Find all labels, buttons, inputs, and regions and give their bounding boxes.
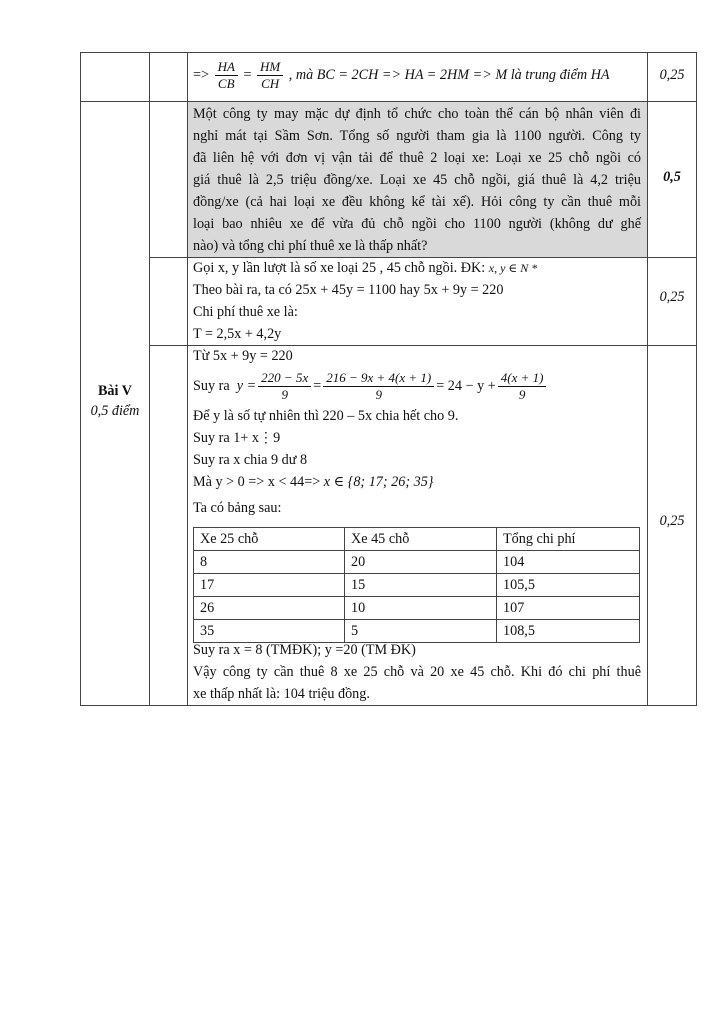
step2-line: Để y là số tự nhiên thì 220 – 5x chia hết cho 9. bbox=[193, 408, 459, 424]
problem-score: 0,5 bbox=[663, 169, 681, 185]
table-cell: 26 bbox=[194, 597, 345, 620]
step2-line: Ta có bảng sau: bbox=[193, 500, 282, 516]
step2-line: xe thấp nhất là: 104 triệu đồng. bbox=[193, 686, 370, 702]
step1-score: 0,25 bbox=[659, 289, 685, 305]
table-cell: 15 bbox=[345, 574, 497, 597]
section-title: Bài V bbox=[97, 383, 133, 399]
table-row bbox=[194, 574, 640, 597]
table-row bbox=[194, 551, 640, 574]
fraction-step1: $\frac{220 - 5x}{9}$ bbox=[258, 370, 311, 403]
step2-line: Vậy công ty cần thuê 8 xe 25 chỗ và 20 xe 45 chỗ. Khi đó chi phí thuê bbox=[193, 664, 641, 680]
implies-prefix: => bbox=[193, 66, 210, 83]
section-points: 0,5 điểm bbox=[90, 403, 140, 419]
row-divider-1 bbox=[81, 101, 696, 102]
table-cell: 8 bbox=[194, 551, 345, 574]
cost-table bbox=[193, 527, 640, 643]
col-divider-2 bbox=[187, 53, 188, 705]
problem-line: đồng/xe (cả hai loại xe đều không kể tài xế). Hỏi công ty cần thuê mỗi bbox=[193, 194, 641, 210]
step2-line: Mà y > 0 => x < 44=> x ∈ {8; 17; 26; 35} bbox=[193, 474, 434, 490]
equals-sign: = bbox=[243, 66, 252, 83]
col-divider-1 bbox=[149, 53, 150, 705]
step1-line: Theo bài ra, ta có 25x + 45y = 1100 hay 5x + 9y = 220 bbox=[193, 282, 504, 298]
fraction-step2: $\frac{216 - 9x + 4(x + 1)}{9}$ bbox=[323, 370, 434, 403]
table-header-row bbox=[194, 528, 640, 551]
col-divider-3 bbox=[647, 53, 648, 705]
table-cell: 105,5 bbox=[497, 574, 640, 597]
table-cell: 107 bbox=[497, 597, 640, 620]
table-cell: 5 bbox=[345, 620, 497, 643]
step1-line: Chi phí thuê xe là: bbox=[193, 304, 298, 320]
table-cell: 104 bbox=[497, 551, 640, 574]
table-header-cell: Xe 25 chỗ bbox=[194, 528, 345, 551]
step2-line: Suy ra x chia 9 dư 8 bbox=[193, 452, 308, 468]
table-cell: 35 bbox=[194, 620, 345, 643]
fraction-hm-ch: $\frac{HM}{CH}$ bbox=[257, 59, 283, 92]
step1-line: T = 2,5x + 4,2y bbox=[193, 326, 282, 342]
step1-line: Gọi x, y lần lượt là số xe loại 25 , 45 chỗ ngồi. ĐK: x, y ∈ N * bbox=[193, 260, 538, 276]
row1-content bbox=[193, 59, 610, 92]
step2-content bbox=[193, 345, 641, 519]
problem-line: Một công ty may mặc dự định tổ chức cho toàn thể cán bộ nhân viên đi bbox=[193, 106, 641, 122]
table-header-cell: Xe 45 chỗ bbox=[345, 528, 497, 551]
step2-score: 0,25 bbox=[659, 513, 685, 529]
table-header-cell: Tổng chi phí bbox=[497, 528, 640, 551]
table-cell: 20 bbox=[345, 551, 497, 574]
step2-derivation: Suy ra y = $\frac{220 - 5x}{9}$ = $\frac{216 - 9x + 4(x + 1)}{9}$ = 24 − y + $\frac{4(x + 1)}{9}$ bbox=[193, 367, 641, 405]
fraction-step3: $\frac{4(x + 1)}{9}$ bbox=[498, 370, 547, 403]
problem-line: đã liên hệ với đơn vị vận tải để thuê 2 loại xe: Loại xe 25 chỗ ngồi có bbox=[193, 150, 641, 166]
condition-natural-numbers: x, y ∈ N * bbox=[488, 261, 538, 275]
step2-line: Từ 5x + 9y = 220 bbox=[193, 348, 293, 364]
step2-line: Suy ra 1+ x⋮9 bbox=[193, 430, 281, 446]
step2-line: Suy ra x = 8 (TMĐK); y =20 (TM ĐK) bbox=[193, 642, 416, 658]
answer-table bbox=[80, 52, 697, 706]
problem-line: loại bao nhiêu xe để vừa đủ chỗ ngồi cho 1100 người (không dư ghế bbox=[193, 216, 641, 232]
step2-conclusion bbox=[193, 639, 641, 705]
problem-line: nghỉ mát tại Sầm Sơn. Tổng số người tham gia là 1100 người. Công ty bbox=[193, 128, 641, 144]
fraction-ha-cb: $\frac{HA}{CB}$ bbox=[215, 59, 238, 92]
table-cell: 10 bbox=[345, 597, 497, 620]
row1-score: 0,25 bbox=[659, 67, 685, 83]
table-cell: 108,5 bbox=[497, 620, 640, 643]
table-row bbox=[194, 597, 640, 620]
row1-conclusion: , mà BC = 2CH => HA = 2HM => M là trung điểm HA bbox=[288, 66, 610, 83]
problem-statement bbox=[193, 103, 641, 257]
step1-content bbox=[193, 257, 641, 345]
problem-line: giá thuê là 2,5 triệu đồng/xe. Loại xe 45 chỗ ngồi, giá thuê là 4,2 triệu bbox=[193, 172, 641, 188]
problem-line: nào) và tổng chi phí thuê xe là thấp nhất? bbox=[193, 238, 428, 254]
solution-set: x ∈ {8; 17; 26; 35} bbox=[323, 474, 434, 490]
table-cell: 17 bbox=[194, 574, 345, 597]
